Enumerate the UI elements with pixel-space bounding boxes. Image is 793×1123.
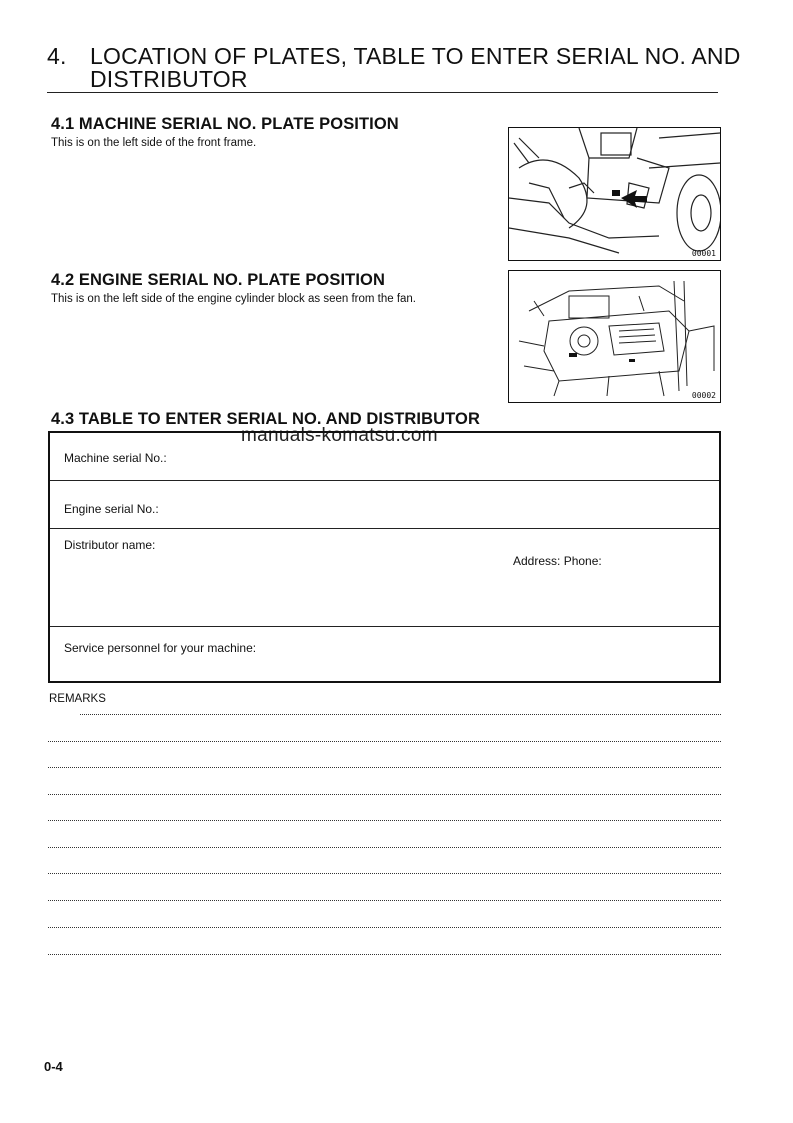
heading-rule <box>47 92 718 93</box>
subsection-4-1-heading: 4.1 MACHINE SERIAL NO. PLATE POSITION <box>51 115 399 133</box>
engine-plate-figure <box>508 270 721 403</box>
engine-block-drawing <box>509 271 720 402</box>
machine-serial-label: Machine serial No.: <box>64 451 167 465</box>
figure-code-00001: 00001 <box>691 249 716 258</box>
remarks-line <box>80 714 721 715</box>
remarks-line <box>48 873 721 874</box>
subsection-4-3-heading: 4.3 TABLE TO ENTER SERIAL NO. AND DISTRIBUTOR <box>51 410 480 428</box>
remarks-line <box>48 847 721 848</box>
section-title-line1: LOCATION OF PLATES, TABLE TO ENTER SERIAL NO. AND <box>90 43 741 69</box>
remarks-label: REMARKS <box>49 693 106 705</box>
serial-distributor-table <box>48 431 721 683</box>
subsection-4-1-text: This is on the left side of the front frame. <box>51 137 257 149</box>
subsection-4-2-text: This is on the left side of the engine cylinder block as seen from the fan. <box>51 293 417 305</box>
remarks-line <box>48 900 721 901</box>
table-row-divider <box>50 626 719 627</box>
distributor-name-label: Distributor name: <box>64 538 156 552</box>
machine-plate-figure <box>508 127 721 261</box>
figure-code-00002: 00002 <box>691 391 716 400</box>
subsection-4-2-heading: 4.2 ENGINE SERIAL NO. PLATE POSITION <box>51 271 385 289</box>
remarks-line <box>48 927 721 928</box>
remarks-line <box>48 954 721 955</box>
remarks-line <box>48 767 721 768</box>
address-phone-label: Address: Phone: <box>513 554 602 568</box>
service-personnel-label: Service personnel for your machine: <box>64 641 257 655</box>
section-number: 4. <box>47 43 67 69</box>
watermark-text: manuals-komatsu.com <box>241 425 438 446</box>
remarks-line <box>48 794 721 795</box>
table-row-divider <box>50 480 719 481</box>
remarks-line <box>48 741 721 742</box>
loader-front-frame-drawing <box>509 128 720 260</box>
engine-serial-label: Engine serial No.: <box>64 502 159 516</box>
page-number: 0-4 <box>44 1059 63 1074</box>
table-row-divider <box>50 528 719 529</box>
section-title-line2: DISTRIBUTOR <box>90 66 248 92</box>
remarks-line <box>48 820 721 821</box>
